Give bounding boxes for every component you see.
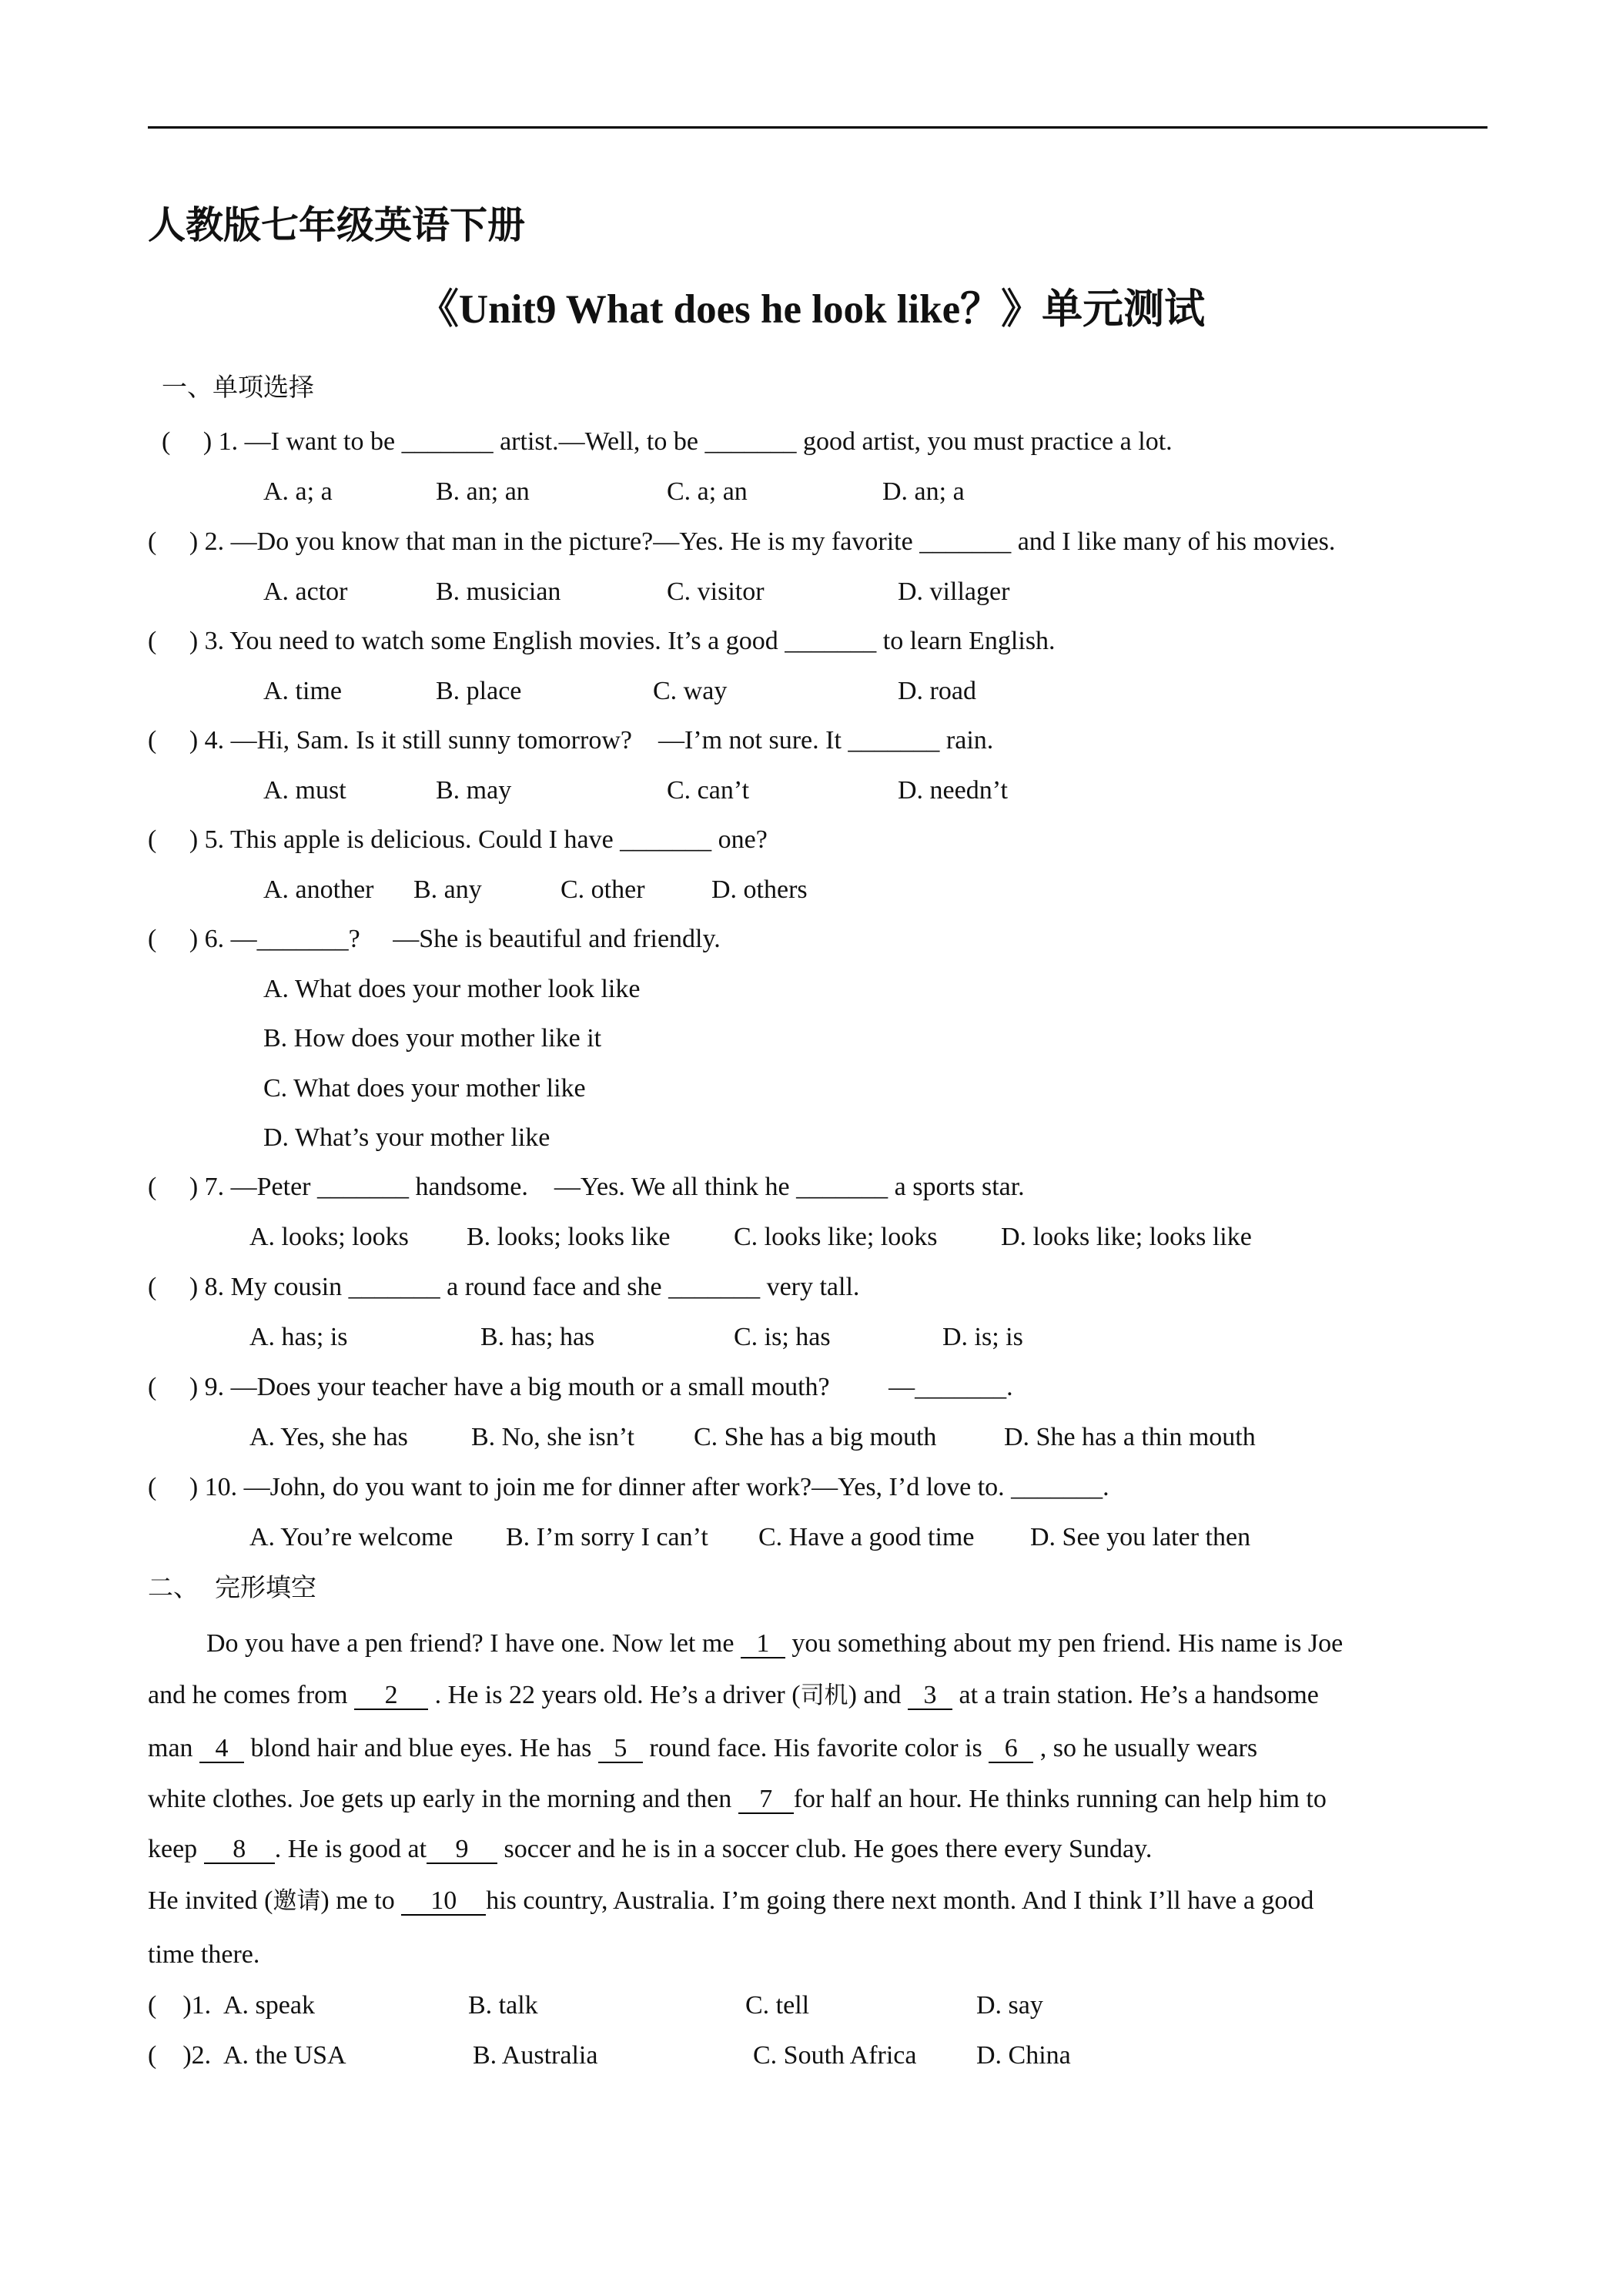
q2-option-b: B. musician xyxy=(436,577,561,606)
q3-option-b: B. place xyxy=(436,677,522,705)
blank-3: 3 xyxy=(908,1682,952,1710)
question-5: ( ) 5. This apple is delicious. Could I have _______ one? xyxy=(148,825,768,854)
question-1: ( ) 1. —I want to be _______ artist.—Well, to be _______ good artist, you must practice a lot. xyxy=(162,427,1173,456)
q6-option-b: B. How does your mother like it xyxy=(263,1024,602,1053)
q4-option-d: D. needn’t xyxy=(898,776,1008,805)
q8-option-c: C. is; has xyxy=(734,1323,831,1351)
q9-option-b: B. No, she isn’t xyxy=(471,1423,634,1451)
passage-line-7: time there. xyxy=(148,1940,260,1969)
passage-line-5: keep 8 . He is good at 9 soccer and he is in a soccer club. He goes there every Sunday. xyxy=(148,1835,1153,1863)
q9-option-a: A. Yes, she has xyxy=(249,1423,408,1451)
header-rule xyxy=(148,126,1487,129)
q7-option-d: D. looks like; looks like xyxy=(1001,1223,1252,1251)
passage-line-2: and he comes from 2 . He is 22 years old. He’s a driver (司机) and 3 at a train station. He’s a handsome xyxy=(148,1681,1319,1709)
blank-10: 10 xyxy=(401,1888,486,1916)
question-9: ( ) 9. —Does your teacher have a big mouth or a small mouth? —_______. xyxy=(148,1373,1013,1401)
question-7: ( ) 7. —Peter _______ handsome. —Yes. We all think he _______ a sports star. xyxy=(148,1173,1025,1201)
publisher-title: 人教版七年级英语下册 xyxy=(148,202,526,247)
q6-option-d: D. What’s your mother like xyxy=(263,1123,550,1152)
cloze-1-option-d: D. say xyxy=(976,1991,1043,2020)
q9-option-c: C. She has a big mouth xyxy=(694,1423,937,1451)
blank-9: 9 xyxy=(427,1836,497,1864)
cloze-1-option-c: C. tell xyxy=(745,1991,810,2020)
test-title: 《Unit9 What does he look like？》单元测试 xyxy=(417,287,1206,332)
q4-option-a: A. must xyxy=(263,776,346,805)
question-3: ( ) 3. You need to watch some English movies. It’s a good _______ to learn English. xyxy=(148,627,1056,655)
passage-line-4: white clothes. Joe gets up early in the morning and then 7 for half an hour. He thinks running can help him to xyxy=(148,1785,1327,1813)
cloze-2-option-c: C. South Africa xyxy=(753,2041,917,2070)
question-8: ( ) 8. My cousin _______ a round face and she _______ very tall. xyxy=(148,1273,860,1301)
blank-8: 8 xyxy=(204,1836,275,1864)
q8-option-d: D. is; is xyxy=(942,1323,1023,1351)
q3-option-d: D. road xyxy=(898,677,976,705)
q7-option-a: A. looks; looks xyxy=(249,1223,409,1251)
q2-option-c: C. visitor xyxy=(667,577,765,606)
question-6: ( ) 6. —_______? —She is beautiful and friendly. xyxy=(148,925,721,953)
q1-option-c: C. a; an xyxy=(667,477,748,506)
q4-option-b: B. may xyxy=(436,776,512,805)
passage-line-6: He invited (邀请) me to 10 his country, Australia. I’m going there next month. And I think I’ll have a good xyxy=(148,1886,1314,1915)
q1-option-a: A. a; a xyxy=(263,477,333,506)
q2-option-a: A. actor xyxy=(263,577,348,606)
q10-option-b: B. I’m sorry I can’t xyxy=(506,1523,708,1551)
q5-option-b: B. any xyxy=(413,875,482,904)
q8-option-b: B. has; has xyxy=(480,1323,595,1351)
section1-heading: 一、单项选择 xyxy=(162,372,314,402)
section2-heading: 二、 完形填空 xyxy=(148,1572,316,1602)
question-2: ( ) 2. —Do you know that man in the picture?—Yes. He is my favorite _______ and I like many of his movies. xyxy=(148,527,1336,556)
passage-line-1: Do you have a pen friend? I have one. Now let me 1 you something about my pen friend. His name is Joe xyxy=(206,1629,1344,1658)
q8-option-a: A. has; is xyxy=(249,1323,348,1351)
q7-option-c: C. looks like; looks xyxy=(734,1223,938,1251)
blank-4: 4 xyxy=(199,1735,244,1763)
q5-option-a: A. another xyxy=(263,875,374,904)
q4-option-c: C. can’t xyxy=(667,776,750,805)
passage-line-3: man 4 blond hair and blue eyes. He has 5 round face. His favorite color is 6 , so he usually wears xyxy=(148,1734,1258,1762)
cloze-1-option-a: A. speak xyxy=(223,1991,315,2020)
cloze-2-option-a: A. the USA xyxy=(223,2041,346,2070)
q7-option-b: B. looks; looks like xyxy=(467,1223,671,1251)
q3-option-c: C. way xyxy=(653,677,728,705)
q3-option-a: A. time xyxy=(263,677,342,705)
q6-option-c: C. What does your mother like xyxy=(263,1074,586,1103)
cloze-1-option-b: B. talk xyxy=(468,1991,538,2020)
q10-option-c: C. Have a good time xyxy=(758,1523,975,1551)
q10-option-a: A. You’re welcome xyxy=(249,1523,453,1551)
q1-option-b: B. an; an xyxy=(436,477,530,506)
q2-option-d: D. villager xyxy=(898,577,1010,606)
q10-option-d: D. See you later then xyxy=(1030,1523,1251,1551)
cloze-2-number: ( )2. xyxy=(148,2041,212,2070)
q6-option-a: A. What does your mother look like xyxy=(263,975,641,1003)
q1-option-d: D. an; a xyxy=(882,477,965,506)
blank-6: 6 xyxy=(989,1735,1033,1763)
blank-2: 2 xyxy=(354,1682,428,1710)
q9-option-d: D. She has a thin mouth xyxy=(1004,1423,1256,1451)
q5-option-c: C. other xyxy=(561,875,645,904)
question-4: ( ) 4. —Hi, Sam. Is it still sunny tomorrow? —I’m not sure. It _______ rain. xyxy=(148,726,994,755)
q5-option-d: D. others xyxy=(711,875,808,904)
blank-5: 5 xyxy=(598,1735,643,1763)
blank-7: 7 xyxy=(738,1786,794,1814)
cloze-2-option-d: D. China xyxy=(976,2041,1071,2070)
cloze-2-option-b: B. Australia xyxy=(473,2041,598,2070)
cloze-1-number: ( )1. xyxy=(148,1991,212,2020)
blank-1: 1 xyxy=(741,1631,785,1658)
question-10: ( ) 10. —John, do you want to join me for dinner after work?—Yes, I’d love to. _______. xyxy=(148,1473,1109,1501)
